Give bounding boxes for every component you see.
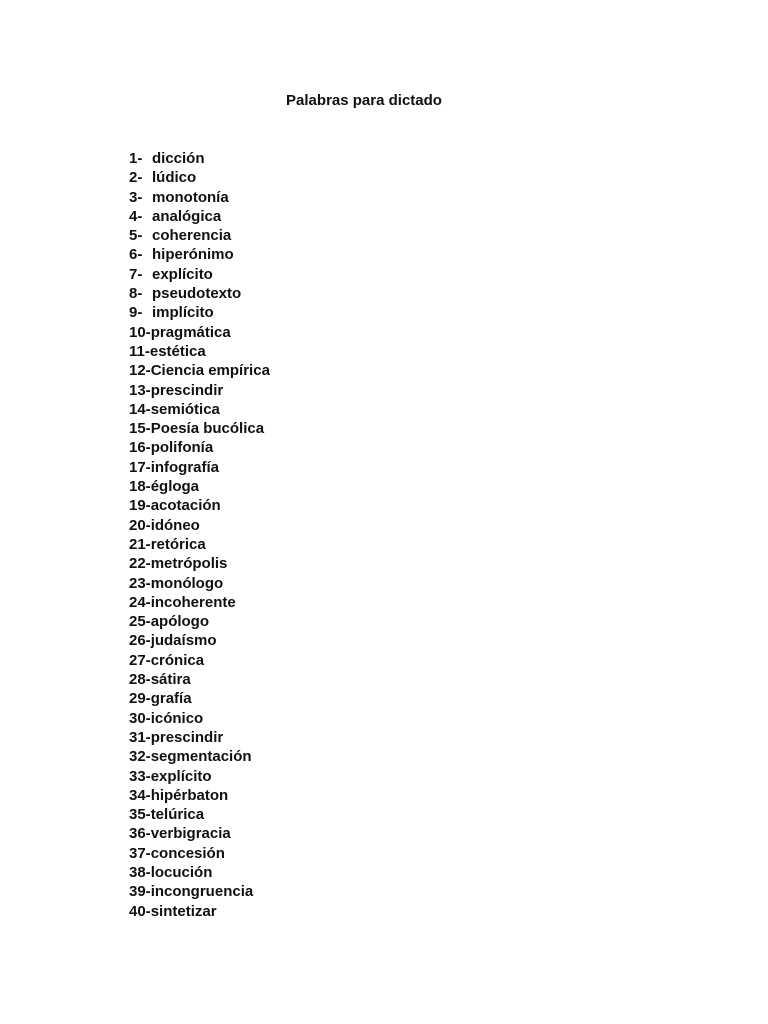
word-number: 28- — [129, 671, 151, 689]
word-number: 19- — [129, 497, 151, 515]
word-list-item — [129, 516, 270, 535]
word-text: lúdico — [152, 169, 197, 187]
word-number: 37- — [129, 844, 151, 862]
word-text: idóneo — [150, 516, 200, 534]
word-number: 25- — [129, 613, 151, 631]
word-text: polifonía — [150, 439, 214, 457]
word-text: apólogo — [150, 613, 210, 631]
word-number: 17- — [129, 458, 151, 476]
word-list-item — [129, 805, 270, 824]
word-list-item — [129, 728, 270, 747]
word-list-item — [129, 767, 270, 786]
word-number: 23- — [129, 574, 151, 592]
word-number: 8- — [129, 285, 143, 303]
word-number: 9- — [129, 304, 143, 322]
word-text: acotación — [150, 497, 221, 515]
word-number: 4- — [129, 207, 143, 225]
word-text: égloga — [150, 478, 200, 496]
word-text: estética — [149, 342, 206, 360]
word-number: 5- — [129, 227, 143, 245]
word-list-item — [129, 477, 270, 496]
word-text: monotonía — [152, 188, 229, 206]
word-list-item — [129, 824, 270, 843]
word-list-item — [129, 631, 270, 650]
word-text: explícito — [150, 767, 212, 785]
word-number: 33- — [129, 767, 151, 785]
word-number: 27- — [129, 651, 151, 669]
word-number: 30- — [129, 709, 151, 727]
word-list-item — [129, 612, 270, 631]
word-number: 7- — [129, 265, 143, 283]
word-list-item — [129, 458, 270, 477]
word-list-item — [129, 554, 270, 573]
word-number: 22- — [129, 555, 151, 573]
word-list-item — [129, 438, 270, 457]
word-list-item — [129, 303, 270, 322]
word-list-item — [129, 188, 270, 207]
word-number: 26- — [129, 632, 151, 650]
word-list-item — [129, 207, 270, 226]
word-list-item — [129, 149, 270, 168]
word-text: infografía — [150, 458, 220, 476]
word-text: concesión — [150, 844, 225, 862]
word-text: hiperónimo — [152, 246, 234, 264]
word-text: segmentación — [150, 748, 252, 766]
word-number: 1- — [129, 150, 143, 167]
word-text: implícito — [152, 304, 214, 322]
word-list-item — [129, 747, 270, 766]
word-text: hipérbaton — [150, 786, 229, 804]
word-text: retórica — [150, 535, 206, 553]
word-list-item — [129, 574, 270, 593]
word-list-item — [129, 361, 270, 380]
word-number: 10- — [129, 323, 151, 341]
word-list-item — [129, 535, 270, 554]
word-list-item — [129, 863, 270, 882]
word-number: 32- — [129, 748, 151, 766]
word-text: telúrica — [150, 806, 205, 824]
word-list-item — [129, 400, 270, 419]
word-number: 34- — [129, 786, 151, 804]
word-number: 6- — [129, 246, 143, 264]
word-list-item — [129, 496, 270, 515]
word-list-item — [129, 245, 270, 264]
word-text: judaísmo — [150, 632, 217, 650]
word-list-item — [129, 381, 270, 400]
word-number: 20- — [129, 516, 151, 534]
word-list-item — [129, 593, 270, 612]
word-text: icónico — [150, 709, 204, 727]
word-list-item — [129, 670, 270, 689]
word-number: 24- — [129, 593, 151, 611]
word-text: crónica — [150, 651, 205, 669]
word-list-item — [129, 902, 270, 921]
word-text: locución — [150, 863, 213, 881]
word-text: Poesía bucólica — [150, 420, 265, 438]
word-number: 29- — [129, 690, 151, 708]
word-number: 36- — [129, 825, 151, 843]
word-number: 3- — [129, 188, 143, 206]
word-number: 40- — [129, 902, 151, 920]
word-list-item — [129, 265, 270, 284]
word-text: monólogo — [150, 574, 224, 592]
word-number: 31- — [129, 728, 151, 746]
word-text: prescindir — [150, 381, 224, 399]
word-text: pragmática — [150, 323, 231, 341]
word-text: incoherente — [150, 593, 236, 611]
word-number: 15- — [129, 420, 151, 438]
word-text: explícito — [152, 265, 213, 283]
word-number: 14- — [129, 400, 151, 418]
word-text: incongruencia — [150, 883, 254, 901]
word-list-item — [129, 882, 270, 901]
word-number: 12- — [129, 362, 151, 380]
word-number: 39- — [129, 883, 151, 901]
word-list-item — [129, 419, 270, 438]
word-text: verbigracia — [150, 825, 231, 843]
word-text: sátira — [150, 671, 191, 689]
word-text: Ciencia empírica — [150, 362, 270, 380]
word-number: 18- — [129, 478, 151, 496]
word-text: coherencia — [152, 227, 232, 245]
word-number: 38- — [129, 863, 151, 881]
word-text: grafía — [150, 690, 192, 708]
word-text: pseudotexto — [152, 285, 242, 303]
word-list-item — [129, 651, 270, 670]
word-text: sintetizar — [150, 902, 217, 920]
word-list-item — [129, 323, 270, 342]
word-number: 2- — [129, 169, 143, 187]
word-list-item — [129, 168, 270, 187]
word-list-item — [129, 284, 270, 303]
word-number: 16- — [129, 439, 151, 457]
word-list-item — [129, 226, 270, 245]
word-text: dicción — [152, 150, 205, 167]
word-text: prescindir — [150, 728, 224, 746]
word-number: 13- — [129, 381, 151, 399]
word-text: semiótica — [150, 400, 220, 418]
word-number: 11- — [129, 342, 150, 360]
document-title: Palabras para dictado — [286, 92, 442, 109]
word-number: 21- — [129, 535, 151, 553]
word-list-item — [129, 844, 270, 863]
word-number: 35- — [129, 806, 151, 824]
word-text: metrópolis — [150, 555, 228, 573]
word-text: analógica — [152, 207, 222, 225]
word-list-item — [129, 342, 270, 361]
word-list — [129, 149, 270, 921]
word-list-item — [129, 786, 270, 805]
word-list-item — [129, 709, 270, 728]
word-list-item — [129, 689, 270, 708]
